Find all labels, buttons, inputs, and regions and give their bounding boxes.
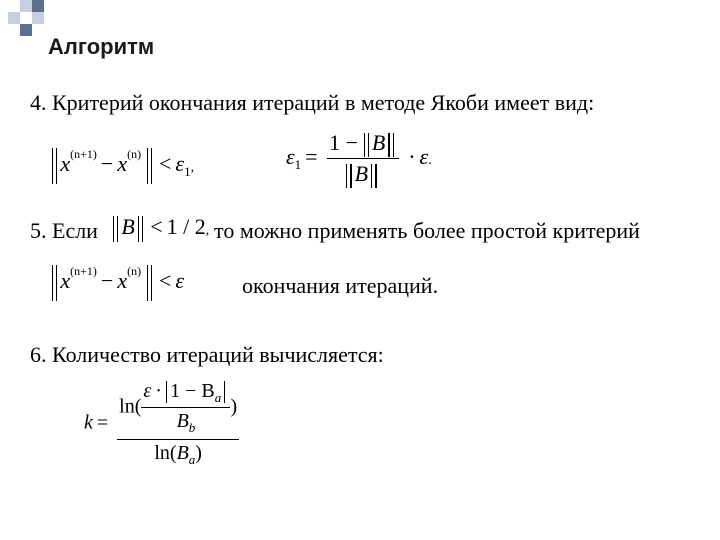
decor-square-2 — [32, 0, 44, 12]
var-x: x — [117, 268, 128, 293]
var-k: k — [84, 411, 93, 434]
formula-simple-criterion — [52, 264, 184, 301]
abs-bar — [224, 381, 225, 403]
item-5-continuation: окончания итераций. — [242, 273, 439, 298]
norm-bar — [350, 164, 351, 188]
ln-close: ) — [230, 395, 238, 418]
formula-norm-condition — [113, 214, 209, 242]
minus-sign: − — [100, 151, 114, 176]
decor-square-1 — [20, 0, 32, 12]
var-B: B — [176, 442, 189, 464]
slide-title: Алгоритм — [48, 34, 155, 59]
norm-bar — [375, 164, 376, 188]
norm-bar — [56, 148, 57, 184]
fraction-numerator — [327, 130, 399, 158]
formula-epsilon-1 — [286, 130, 432, 188]
dot-operator: · — [408, 144, 416, 169]
superscript: (n+1) — [70, 147, 97, 161]
equals-sign: = — [96, 411, 109, 434]
fraction-numerator — [117, 380, 239, 439]
superscript: (n+1) — [70, 264, 97, 278]
subscript: 1 — [184, 164, 191, 179]
decor-square-4 — [32, 12, 44, 24]
inner-denominator — [141, 407, 230, 436]
inner-numerator — [141, 380, 230, 407]
decor-square-5 — [20, 24, 32, 36]
norm-bar — [346, 164, 347, 188]
subscript: a — [188, 452, 196, 467]
norm-bar — [52, 148, 53, 184]
norm-bar — [138, 216, 139, 242]
var-x: x — [117, 151, 128, 176]
var-x: x — [60, 268, 71, 293]
norm-bar — [56, 265, 57, 301]
one-half: 1 / 2 — [166, 214, 206, 239]
formula-jacobi-criterion — [52, 147, 194, 184]
norm-bar — [364, 133, 365, 157]
abs-expression: 1 − B — [170, 380, 215, 402]
inner-fraction — [141, 380, 230, 436]
fraction-denominator — [327, 158, 399, 188]
norm-bar — [388, 133, 389, 157]
superscript: (n) — [127, 147, 142, 161]
var-B: B — [176, 410, 189, 432]
var-B: B — [371, 130, 386, 155]
norm-bar — [368, 133, 369, 157]
var-epsilon: ε — [286, 144, 295, 169]
norm-bar — [147, 148, 148, 184]
less-than-sign: < — [158, 151, 172, 176]
var-B: B — [354, 160, 369, 186]
fraction — [117, 380, 239, 468]
superscript: (n) — [127, 264, 142, 278]
norm-bar — [147, 265, 148, 301]
item-5-prefix: 5. Если — [30, 218, 98, 243]
minus-sign: − — [100, 268, 114, 293]
subscript: a — [214, 390, 222, 405]
norm-bar — [52, 265, 53, 301]
var-epsilon: ε — [419, 144, 429, 169]
norm-bar — [393, 133, 394, 157]
subscript: b — [188, 420, 196, 435]
less-than-sign: < — [158, 268, 172, 293]
period: . — [428, 153, 432, 168]
item-5-suffix: то можно применять более простой критерий — [214, 218, 640, 243]
norm-bar — [142, 216, 143, 242]
var-epsilon: ε — [175, 268, 185, 293]
fraction-denominator — [117, 439, 239, 468]
decor-square-3 — [8, 12, 20, 24]
var-epsilon: ε — [143, 380, 152, 402]
comma: , — [205, 223, 210, 238]
one-minus: 1 − — [329, 130, 359, 155]
ln-open: ln( — [154, 442, 177, 464]
norm-bar — [151, 265, 152, 301]
fraction — [327, 130, 399, 188]
ln-open: ln( — [119, 395, 142, 418]
var-epsilon: ε — [175, 151, 185, 176]
comma: , — [190, 160, 195, 175]
equals-sign: = — [305, 144, 318, 169]
item-4-text: 4. Критерий окончания итераций в методе Якоби имеет вид: — [30, 90, 595, 115]
item-6-text: 6. Количество итераций вычисляется: — [30, 342, 384, 367]
subscript: 1 — [294, 157, 302, 172]
norm-bar — [151, 148, 152, 184]
ln-close: ) — [195, 442, 202, 464]
norm-bar — [117, 216, 118, 242]
norm-bar — [113, 216, 114, 242]
norm-bar — [371, 164, 372, 188]
formula-iterations-count — [84, 380, 239, 468]
less-than-sign: < — [150, 214, 163, 239]
dot-operator: · — [155, 380, 162, 402]
abs-bar — [166, 381, 167, 403]
var-B: B — [121, 214, 135, 239]
var-x: x — [60, 151, 71, 176]
